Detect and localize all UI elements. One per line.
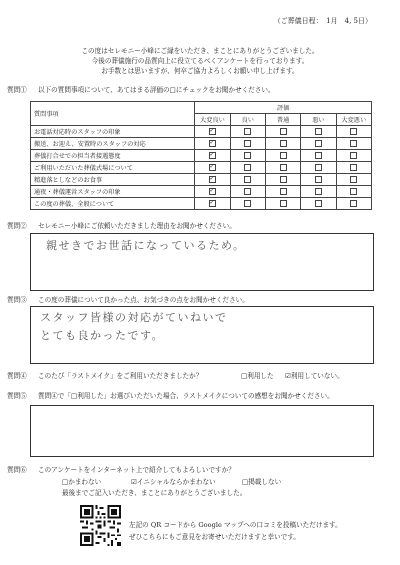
checkbox[interactable] xyxy=(209,140,216,147)
table-header-rating: 評価 xyxy=(195,102,372,114)
q2-text: セレモニー小峰にご依頼いただきました理由をお聞かせください。 xyxy=(38,222,236,230)
checkbox[interactable] xyxy=(350,152,357,159)
checkbox[interactable] xyxy=(315,152,322,159)
intro-line-1: この度はセレモニー小峰にご縁をいただき、まことにありがとうございました。 xyxy=(81,47,319,55)
checkbox[interactable] xyxy=(315,140,322,147)
checkbox[interactable] xyxy=(350,128,357,135)
table-row xyxy=(31,126,372,138)
q3-answer-line-2: とても良かったです。 xyxy=(40,329,165,342)
column-very-good: 大変良い xyxy=(195,114,230,126)
checkbox[interactable] xyxy=(280,152,287,159)
checkbox[interactable] xyxy=(280,188,287,195)
checkbox[interactable] xyxy=(280,176,287,183)
q1-text: 以下の質問事項について、あてはまる評価の□にチェックをお聞かせください。 xyxy=(38,86,275,94)
q1-label: 質問① xyxy=(7,86,27,94)
checkbox[interactable] xyxy=(315,128,322,135)
q3-answer-line-1: スタッフ皆様の対応がていねいで xyxy=(40,311,228,324)
checkbox[interactable] xyxy=(350,164,357,171)
rating-table xyxy=(30,101,372,210)
q5-text: 質問④で「□利用した」お選びいただいた場合、ラストメイクについての感想をお聞かせください。 xyxy=(38,392,334,400)
row-label: この度の葬儀、全般について xyxy=(31,198,195,210)
q6-option-initials[interactable]: ☑イニシャルならかまわない xyxy=(131,478,216,486)
checkbox[interactable] xyxy=(209,164,216,171)
checkbox[interactable] xyxy=(209,128,216,135)
column-good: 良い xyxy=(230,114,265,126)
checkbox[interactable] xyxy=(315,164,322,171)
q6-option-decline[interactable]: □掲載しない xyxy=(242,478,282,486)
checkbox[interactable] xyxy=(209,188,216,195)
intro-line-3: お手数とは思いますが、何卒ご協力よろしくお願い申し上げます。 xyxy=(101,67,299,75)
q4-option-not-used[interactable]: ☑利用していない。 xyxy=(285,372,344,380)
checkbox[interactable] xyxy=(315,176,322,183)
q4-text: このたび「ラストメイク」をご利用いただきましたか？ xyxy=(38,372,203,380)
table-row xyxy=(31,186,372,198)
row-label: 通夜・葬儀運営スタッフの印象 xyxy=(31,186,195,198)
q6-option-allow[interactable]: □かまわない xyxy=(62,478,102,486)
q3-text: この度の葬儀について良かった点、お気づきの点をお聞かせください。 xyxy=(38,296,249,304)
checkbox[interactable] xyxy=(244,152,251,159)
row-label: 精進落としなどのお食事 xyxy=(31,174,195,186)
q2-answer: 親せきでお世話になっているため。 xyxy=(46,239,246,252)
checkbox[interactable] xyxy=(280,200,287,207)
footer-line-2: ぜひこちらにもご意見をお寄せいただけますと幸いです。 xyxy=(129,533,300,541)
checkbox[interactable] xyxy=(350,200,357,207)
checkbox[interactable] xyxy=(350,188,357,195)
closing-message: 最後までご記入いただき、まことにありがとうございました。 xyxy=(62,489,247,497)
q6-label: 質問⑥ xyxy=(7,466,27,474)
checkbox[interactable] xyxy=(244,188,251,195)
checkbox[interactable] xyxy=(244,200,251,207)
row-label: お電話対応時のスタッフの印象 xyxy=(31,126,195,138)
row-label: 葬儀打合せでの担当者接遇態度 xyxy=(31,150,195,162)
table-row xyxy=(31,198,372,210)
qr-code-icon[interactable] xyxy=(80,505,121,546)
visit-date: （ご葬儀日程： 1月 4, 5日） xyxy=(273,17,372,25)
row-label: ご利用いただいた葬儀式場について xyxy=(31,162,195,174)
checkbox[interactable] xyxy=(244,140,251,147)
checkbox[interactable] xyxy=(280,164,287,171)
q2-label: 質問② xyxy=(7,222,27,230)
checkbox[interactable] xyxy=(280,140,287,147)
checkbox[interactable] xyxy=(209,176,216,183)
checkbox[interactable] xyxy=(350,176,357,183)
q6-text: このアンケートをインターネット上で紹介してもよろしいですか？ xyxy=(38,466,235,474)
checkbox[interactable] xyxy=(209,200,216,207)
footer-line-1: 左記の QR コードから Google マップへの口コミを投稿いただけます。 xyxy=(129,521,342,529)
checkbox[interactable] xyxy=(244,176,251,183)
table-row xyxy=(31,162,372,174)
checkbox[interactable] xyxy=(209,152,216,159)
checkbox[interactable] xyxy=(350,140,357,147)
table-row xyxy=(31,174,372,186)
q5-answer-box[interactable] xyxy=(30,405,374,457)
q4-option-used[interactable]: □利用した xyxy=(241,372,274,380)
table-row xyxy=(31,150,372,162)
table-row xyxy=(31,138,372,150)
checkbox[interactable] xyxy=(315,188,322,195)
checkbox[interactable] xyxy=(244,164,251,171)
q4-label: 質問④ xyxy=(7,372,27,380)
column-bad: 悪い xyxy=(301,114,336,126)
table-header-item: 質問事項 xyxy=(31,102,195,126)
row-label: 搬送、お迎え、安置時のスタッフの対応 xyxy=(31,138,195,150)
checkbox[interactable] xyxy=(280,128,287,135)
checkbox[interactable] xyxy=(244,128,251,135)
q5-label: 質問⑤ xyxy=(7,392,27,400)
column-very-bad: 大変悪い xyxy=(336,114,371,126)
q3-label: 質問③ xyxy=(7,296,27,304)
intro-line-2: 今後の葬儀施行の品質向上に役立てるべくアンケートを行っております。 xyxy=(91,57,309,65)
column-average: 普通 xyxy=(265,114,300,126)
checkbox[interactable] xyxy=(315,200,322,207)
